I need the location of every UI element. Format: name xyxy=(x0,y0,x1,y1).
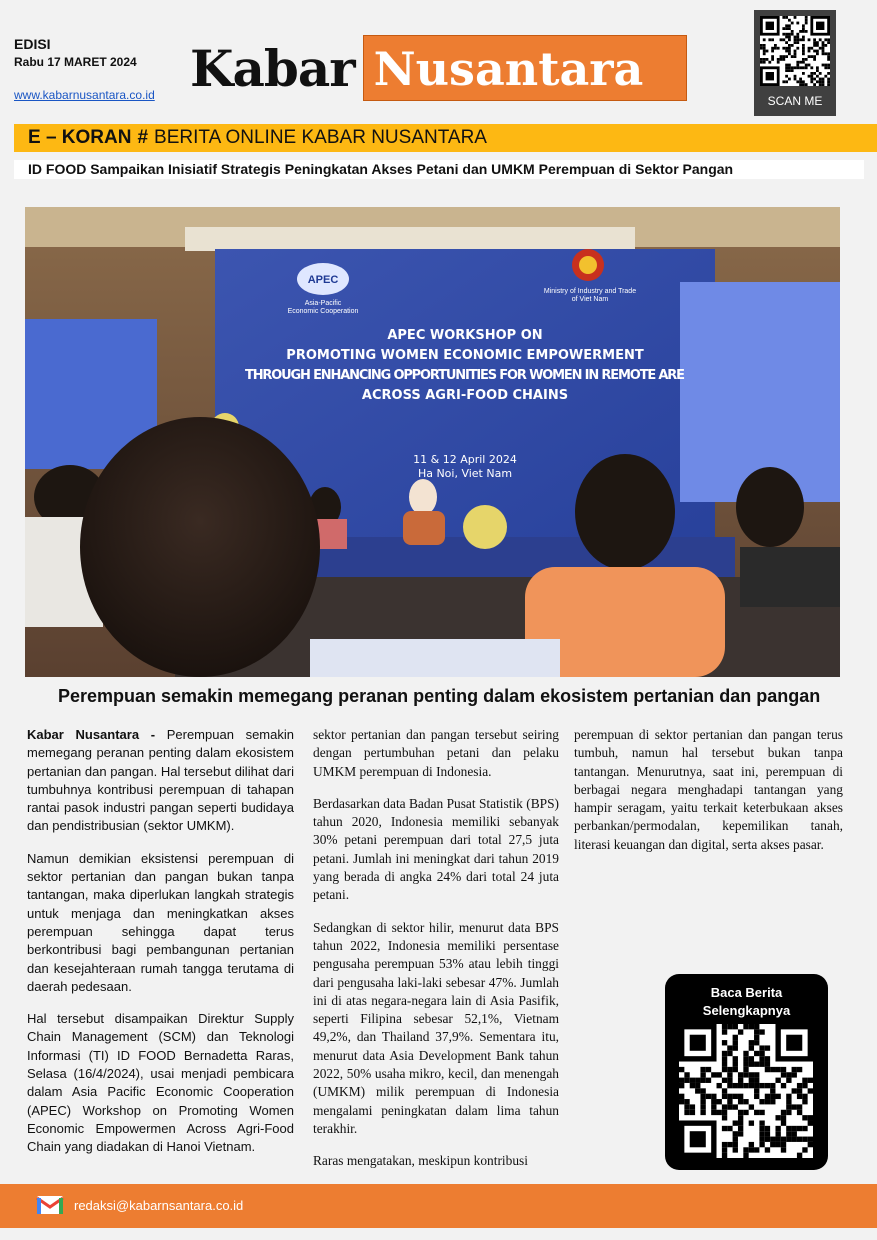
article-paragraph: Berdasarkan data Badan Pusat Statistik (BPS) tahun 2020, Indonesia memiliki sebanyak 30% petani perempuan dari total 27,5 juta petani. Jumlah ini meningkat dari tahun 2019 yang berada di angka 24% dari total 24 juta petani. xyxy=(313,795,559,903)
read-more-label xyxy=(665,984,828,1020)
apec-sub2: Economic Cooperation xyxy=(287,308,359,315)
ekoran-label: E – KORAN xyxy=(28,127,132,148)
read-more-line1: Baca Berita xyxy=(710,985,783,1000)
masthead-logo xyxy=(190,34,687,102)
apec-sub1: Asia-Pacific xyxy=(304,300,342,307)
footer-email[interactable]: redaksi@kabarnsantara.co.id xyxy=(74,1198,244,1213)
footer-bar xyxy=(0,1184,877,1228)
banner-date: 11 & 12 April 2024 xyxy=(413,453,517,466)
photo-caption: Perempuan semakin memegang peranan penting dalam ekosistem pertanian dan pangan xyxy=(58,686,821,706)
banner-line3: THROUGH ENHANCING OPPORTUNITIES FOR WOMEN IN REMOTE ARE xyxy=(245,368,685,383)
article-headline: ID FOOD Sampaikan Inisiatif Strategis Peningkatan Akses Petani dan UMKM Perempuan di Sektor Pangan xyxy=(14,160,864,179)
qr-code-icon xyxy=(760,16,830,86)
article-paragraph: Hal tersebut disampaikan Direktur Supply Chain Management (SCM) dan Teknologi Informasi (TI) ID FOOD Bernadetta Raras, Selasa (16/4/2024), usai menjadi pembicara dalam Asia Pacific Economic Cooperation (APEC) Workshop on Promoting Women Economic Empowermen Across Agri-Food Chain yang diadakan di Hanoi Vietnam. xyxy=(27,1011,294,1155)
read-more-qr-card[interactable] xyxy=(665,974,828,1170)
article-paragraph xyxy=(27,726,294,836)
edition-label: EDISI xyxy=(14,36,51,52)
article-paragraph: Namun demikian eksistensi perempuan di sektor pertanian dan pangan bukan tanpa tantangan, maka diperlukan langkah strategis untuk menjaga dan meningkatkan akses perempuan sehingga dapat terus berkontribusi bagi pembangunan pertanian dan kesejahteraan rumah tangga terutama di daerah pedesaan. xyxy=(27,850,294,994)
website-link[interactable]: www.kabarnusantara.co.id xyxy=(14,88,155,102)
apec-logo-text: APEC xyxy=(307,274,339,286)
article-photo xyxy=(25,207,840,677)
article-column-1 xyxy=(27,726,294,1171)
masthead-word-nusantara: Nusantara xyxy=(363,35,687,101)
byline: Kabar Nusantara - xyxy=(27,727,156,742)
banner-place: Ha Noi, Viet Nam xyxy=(417,467,513,480)
article-column-2 xyxy=(313,726,559,1185)
banner-line2: PROMOTING WOMEN ECONOMIC EMPOWERMENT xyxy=(286,348,644,363)
article-column-3 xyxy=(574,726,843,868)
qr-code-icon xyxy=(679,1024,813,1158)
banner-subtitle: BERITA ONLINE KABAR NUSANTARA xyxy=(154,127,487,148)
gmail-icon xyxy=(36,1194,64,1216)
article-paragraph: Sedangkan di sektor hilir, menurut data BPS tahun 2022, Indonesia memiliki persentase pengusaha perempuan 53% atau lebih tinggi dari pengusaha laki-laki sebesar 47%. Jumlah ini di atas negara-negara lain di Asia Pasifik, seperti Filipina sebesar 52,1%, Vietnam 49,2%, dan Thailand 37,9%. Sementara itu, menurut data Asia Development Bank tahun 2022, 50% usaha mikro, kecil, dan menengah (UMKM) milik perempuan di Indonesia mengalami peningkatan dalam lima tahun terakhir. xyxy=(313,919,559,1136)
article-paragraph: perempuan di sektor pertanian dan pangan terus tumbuh, namun hal tersebut bukan tanpa tantangan. Menurutnya, saat ini, perempuan di berbagai negara menghadapi tantangan yang hampir seragam, yaitu terkait keterbukaan akses perbankan/permodalan, kepemilikan tanah, literasi keuangan dan digital, serta akses pasar. xyxy=(574,727,843,852)
banner-line1: APEC WORKSHOP ON xyxy=(387,328,543,343)
scan-qr-card[interactable] xyxy=(754,10,836,116)
edition-date: Rabu 17 MARET 2024 xyxy=(14,55,137,69)
edition-info xyxy=(14,36,137,69)
read-more-line2: Selengkapnya xyxy=(702,1003,791,1018)
article-paragraph: Raras mengatakan, meskipun kontribusi xyxy=(313,1153,528,1169)
scan-me-label: SCAN ME xyxy=(767,94,823,108)
section-banner xyxy=(14,124,877,152)
article-paragraph: sektor pertanian dan pangan tersebut seiring dengan pertumbuhan petani dan pelaku UMKM perempuan di Indonesia. xyxy=(313,727,559,779)
hash-sign: # xyxy=(137,127,149,148)
ministry-line1: Ministry of Industry and Trade xyxy=(543,288,637,295)
paragraph-text: Perempuan semakin memegang peranan penting dalam ekosistem pertanian dan pangan. Hal tersebut dilihat dari tumbuhnya kontribusi perempuan di tahapan rantai pasok industri pangan seperti budidaya dan pendistribusian (sektor UMKM). xyxy=(27,727,294,834)
banner-line4: ACROSS AGRI-FOOD CHAINS xyxy=(361,388,569,403)
masthead-word-kabar: Kabar xyxy=(190,38,355,98)
ministry-line2: of Viet Nam xyxy=(571,296,609,303)
